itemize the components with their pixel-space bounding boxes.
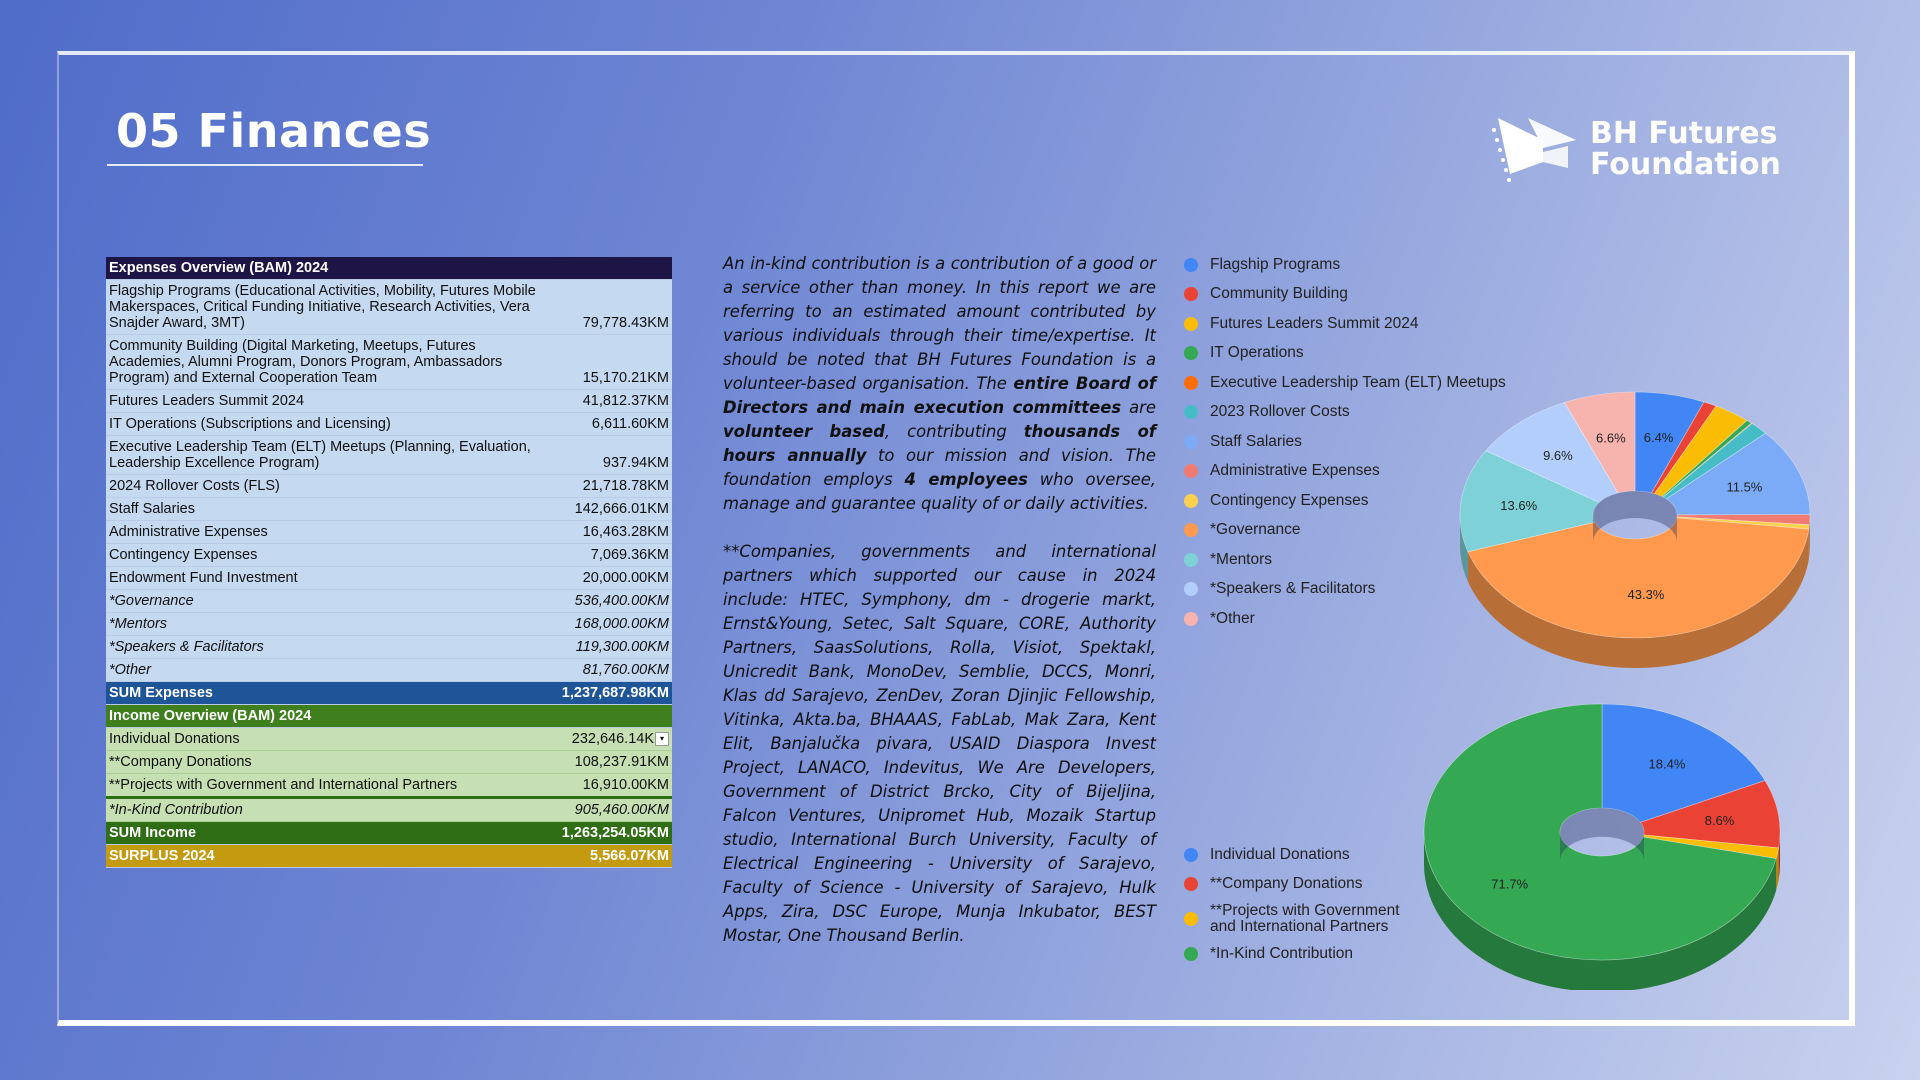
legend-swatch [1184, 494, 1198, 508]
legend-label: **Company Donations [1210, 875, 1363, 893]
row-label: **Projects with Government and International Partners [106, 774, 551, 798]
table-row [106, 280, 672, 335]
row-label: *Mentors [106, 613, 551, 636]
row-amount: 79,778.43KM [551, 280, 672, 335]
row-label: *Speakers & Facilitators [106, 636, 551, 659]
row-amount: 119,300.00KM [551, 636, 672, 659]
pie-data-label: 6.4% [1643, 430, 1674, 446]
expenses-header: Expenses Overview (BAM) 2024 [106, 257, 551, 280]
row-label: Contingency Expenses [106, 544, 551, 567]
legend-swatch [1184, 435, 1198, 449]
row-amount: 21,718.78KM [551, 475, 672, 498]
row-label: Staff Salaries [106, 498, 551, 521]
row-amount: 7,069.36KM [551, 544, 672, 567]
legend-label: Contingency Expenses [1210, 491, 1369, 509]
row-label: Flagship Programs (Educational Activities, Mobility, Futures Mobile Makerspaces, Critical Funding Initiative, Research Activities, Vera Snajder Award, 3MT) [106, 280, 551, 335]
legend-swatch [1184, 523, 1198, 537]
legend-swatch [1184, 317, 1198, 331]
inkind-explanation: An in-kind contribution is a contribution of a good or a service other than money. In this report we are referring to an estimated amount contributed by various individuals through their time/expertise. It should be noted that BH Futures Foundation is a volunteer-based organisation. The entire Board of Directors and main execution committees are volunteer based, contributing thousands of hours annually to our mission and vision. The foundation employs 4 employees who oversee, manage and guarantee quality of or daily activities. [723, 254, 1157, 513]
logo-line-1: BH Futures [1590, 116, 1778, 151]
table-row [106, 521, 672, 544]
legend-item-community-building [1184, 280, 1506, 310]
legend-swatch [1184, 912, 1198, 926]
row-amount: 81,760.00KM [551, 659, 672, 682]
pie-data-label: 13.6% [1500, 498, 1538, 514]
table-row [106, 798, 672, 822]
table-row [106, 774, 672, 798]
expenses-pie-chart [1450, 380, 1820, 680]
legend-swatch [1184, 877, 1198, 891]
pie-data-label: 6.6% [1596, 430, 1626, 446]
table-row [106, 544, 672, 567]
finance-table [106, 257, 672, 868]
income-legend [1184, 840, 1400, 969]
table-row [106, 613, 672, 636]
legend-swatch [1184, 464, 1198, 478]
sum-income-label: SUM Income [106, 822, 551, 845]
explanation-text [723, 252, 1156, 972]
inkind-amount: 905,460.00KM [551, 798, 672, 822]
legend-label: *Mentors [1210, 550, 1273, 568]
pie-data-label: 71.7% [1491, 876, 1529, 892]
sum-expenses-label: SUM Expenses [106, 682, 551, 705]
legend-label: Futures Leaders Summit 2024 [1210, 314, 1419, 332]
legend-swatch [1184, 346, 1198, 360]
row-amount-cell[interactable] [551, 728, 672, 751]
table-row [106, 498, 672, 521]
row-amount: 536,400.00KM [551, 590, 672, 613]
legend-item-in-kind-contribution [1184, 939, 1400, 969]
legend-label: Staff Salaries [1210, 432, 1302, 450]
sum-expenses-amount: 1,237,687.98KM [551, 682, 672, 705]
table-row [106, 728, 672, 751]
table-row [106, 751, 672, 774]
row-amount: 16,910.00KM [551, 774, 672, 798]
sum-income-amount: 1,263,254.05KM [551, 822, 672, 845]
expenses-header-row [106, 257, 672, 280]
legend-swatch [1184, 287, 1198, 301]
sum-income-row [106, 822, 672, 845]
legend-item-projects-with-government-and-international-partners [1184, 899, 1400, 939]
title-underline [107, 164, 423, 166]
row-amount: 20,000.00KM [551, 567, 672, 590]
pie-data-label: 18.4% [1648, 756, 1686, 772]
income-header: Income Overview (BAM) 2024 [106, 705, 551, 728]
row-amount: 937.94KM [551, 436, 672, 475]
pie-data-label: 11.5% [1726, 479, 1763, 495]
pie-data-label: 9.6% [1543, 448, 1573, 464]
legend-item-futures-leaders-summit-2024 [1184, 309, 1506, 339]
table-row [106, 659, 672, 682]
legend-label: IT Operations [1210, 344, 1304, 362]
table-row [106, 436, 672, 475]
row-label: Community Building (Digital Marketing, Meetups, Futures Academies, Alumni Program, Donors Program, Ambassadors Program) and External Cooperation Team [106, 335, 551, 390]
sum-expenses-row [106, 682, 672, 705]
page-title: 05 Finances [116, 104, 432, 158]
legend-label: *Governance [1210, 521, 1301, 539]
dropdown-arrow-icon[interactable]: ▾ [655, 732, 669, 746]
legend-swatch [1184, 405, 1198, 419]
table-row [106, 335, 672, 390]
legend-swatch [1184, 376, 1198, 390]
legend-swatch [1184, 582, 1198, 596]
legend-swatch [1184, 612, 1198, 626]
legend-item-individual-donations [1184, 840, 1400, 870]
table-row [106, 567, 672, 590]
legend-swatch [1184, 848, 1198, 862]
row-label: Administrative Expenses [106, 521, 551, 544]
row-amount: 16,463.28KM [551, 521, 672, 544]
row-amount: 108,237.91KM [551, 751, 672, 774]
legend-swatch [1184, 947, 1198, 961]
row-amount: 142,666.01KM [551, 498, 672, 521]
row-amount: 15,170.21KM [551, 335, 672, 390]
row-label: IT Operations (Subscriptions and Licensing) [106, 413, 551, 436]
logo-text [1590, 118, 1781, 180]
legend-label: **Projects with Government and International Partners [1210, 902, 1400, 935]
legend-item-it-operations [1184, 339, 1506, 369]
row-label: Individual Donations [106, 728, 551, 751]
partners-list: **Companies, governments and international partners which supported our cause in 2024 include: HTEC, Symphony, dm - drogerie markt, Ernst&Young, Setec, Salt Square, CORE, Authority Partners, SaasSolutions, Rolla, Visiot, Spektakl, Unicredit Bank, MonoDev, Semblie, DCCS, Monri, Klas dd Sarajevo, ZenDev, Zoran Djinjic Fellowship, Vitinka, Akta.ba, BHAAAS, FabLab, Mak Zara, Kent Elit, Banjalučka pivara, USAID Diaspora Invest Project, LANACO, Indevitus, We Are Developers, Government of District Brcko, City of Bijeljina, Falcon Ventures, Unipromet Hub, Mozaik Startup studio, International Burch University, Faculty of Electrical Engineering - University of Sarajevo, Faculty of Science - University of Sarajevo, Hulk Apps, Zira, DSC Europe, Munja Inkubator, BEST Mostar, One Thousand Berlin. [723, 542, 1156, 945]
pie-data-label: 43.3% [1627, 587, 1665, 603]
income-header-row [106, 705, 672, 728]
table-row [106, 390, 672, 413]
surplus-row [106, 845, 672, 868]
legend-label: *Speakers & Facilitators [1210, 580, 1376, 598]
table-row [106, 636, 672, 659]
legend-label: Executive Leadership Team (ELT) Meetups [1210, 373, 1506, 391]
surplus-amount: 5,566.07KM [551, 845, 672, 868]
legend-item-company-donations [1184, 870, 1400, 900]
row-label: Endowment Fund Investment [106, 567, 551, 590]
row-label: Futures Leaders Summit 2024 [106, 390, 551, 413]
row-label: **Company Donations [106, 751, 551, 774]
row-label: Executive Leadership Team (ELT) Meetups (Planning, Evaluation, Leadership Excellence Program) [106, 436, 551, 475]
table-row [106, 413, 672, 436]
row-amount: 168,000.00KM [551, 613, 672, 636]
legend-label: Flagship Programs [1210, 255, 1341, 273]
surplus-label: SURPLUS 2024 [106, 845, 551, 868]
legend-label: Individual Donations [1210, 845, 1350, 863]
row-amount: 232,646.14K [571, 731, 654, 747]
row-amount: 6,611.60KM [551, 413, 672, 436]
table-row [106, 475, 672, 498]
row-label: *Other [106, 659, 551, 682]
legend-label: 2023 Rollover Costs [1210, 403, 1350, 421]
inkind-label: *In-Kind Contribution [106, 798, 551, 822]
legend-item-flagship-programs [1184, 250, 1506, 280]
legend-label: Community Building [1210, 285, 1348, 303]
logo-line-2: Foundation [1590, 147, 1781, 182]
legend-label: Administrative Expenses [1210, 462, 1380, 480]
table-row [106, 590, 672, 613]
income-pie-chart [1410, 690, 1810, 990]
legend-label: *In-Kind Contribution [1210, 944, 1354, 962]
row-amount: 41,812.37KM [551, 390, 672, 413]
legend-swatch [1184, 258, 1198, 272]
row-label: *Governance [106, 590, 551, 613]
legend-label: *Other [1210, 609, 1255, 627]
row-label: 2024 Rollover Costs (FLS) [106, 475, 551, 498]
legend-swatch [1184, 553, 1198, 567]
pie-data-label: 8.6% [1704, 813, 1735, 829]
